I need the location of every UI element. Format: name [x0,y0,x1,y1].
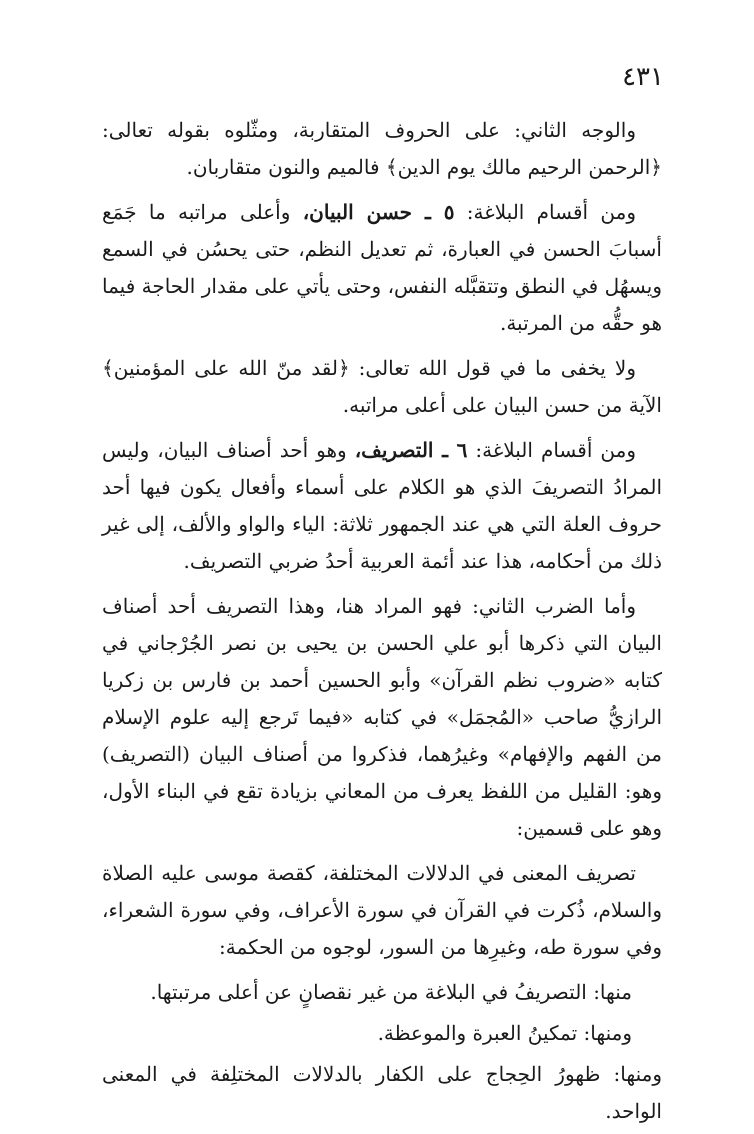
section-heading-husn-al-bayan: ٥ ـ حسن البيان، [302,200,455,224]
paragraph-4-body: وهو أحد أصناف البيان، وليس المرادُ التصريفَ الذي هو الكلام على أسماء وأفعال يكون فيها أحد حروف العلة التي هي عند الجمهور ثلاثة: الياء والواو والألف، إلى غير ذلك من أحكامه، هذا عند أئمة العربية أحدُ ضربي التصريف. [102,438,662,573]
list-item: منها: التصريفُ في البلاغة من غير نقصانٍ عن أعلى مرتبتها. [150,980,632,1004]
page-number: ٤٣١ [622,62,664,92]
paragraph-6: تصريف المعنى في الدلالات المختلفة، كقصة موسى عليه الصلاة والسلام، ذُكرت في القرآن في سورة الأعراف، وفي سورة الشعراء، وفي سورة طه، وغيرِها من السور، لوجوه من الحكمة: [102,861,662,959]
paragraph-3: ولا يخفى ما في قول الله تعالى: ﴿لقد منّ الله على المؤمنين﴾ الآية من حسن البيان على أعلى مراتبه. [102,356,662,417]
paragraph-4 [102,432,662,580]
list-item: ومنها: ظهورُ الحِجاج على الكفار بالدلالات المختلِفة في المعنى الواحد. [102,1062,662,1123]
paragraph-2-prefix: ومن أقسام البلاغة: [454,200,637,224]
page-body [102,112,662,1134]
paragraph-2-body: وأعلى مراتبه ما جَمَع أسبابَ الحسن في العبارة، ثم تعديل النظم، حتى يحسُن في السمع ويسهُل في النطق وتتقبَّله النفس، وحتى يأتي على مقدار الحاجة فيما هو حقُّه من المرتبة. [102,200,662,335]
paragraph-4-prefix: ومن أقسام البلاغة: [467,438,636,462]
section-heading-tasrif: ٦ ـ التصريف، [354,438,468,462]
paragraph-1: والوجه الثاني: على الحروف المتقاربة، ومثّلوه بقوله تعالى: ﴿الرحمن الرحيم مالك يوم الدين﴾ فالميم والنون متقاربان. [102,118,662,179]
list-item: ومنها: تمكينُ العبرة والموعظة. [377,1021,632,1045]
paragraph-2 [102,194,662,342]
paragraph-5: وأما الضرب الثاني: فهو المراد هنا، وهذا التصريف أحد أصناف البيان التي ذكرها أبو علي الحسن بن يحيى بن نصر الجُرْجاني في كتابه «ضروب نظم القرآن» وأبو الحسين أحمد بن فارس بن زكريا الرازيُّ صاحب «المُجمَل» في كتابه «فيما تَرجع إليه علوم الإسلام من الفهم والإفهام» وغيرُهما، فذكروا من أصناف البيان (التصريف) وهو: القليل من اللفظ يعرف من المعاني بزيادة تقع في البناء الأول، وهو على قسمين: [102,594,662,840]
